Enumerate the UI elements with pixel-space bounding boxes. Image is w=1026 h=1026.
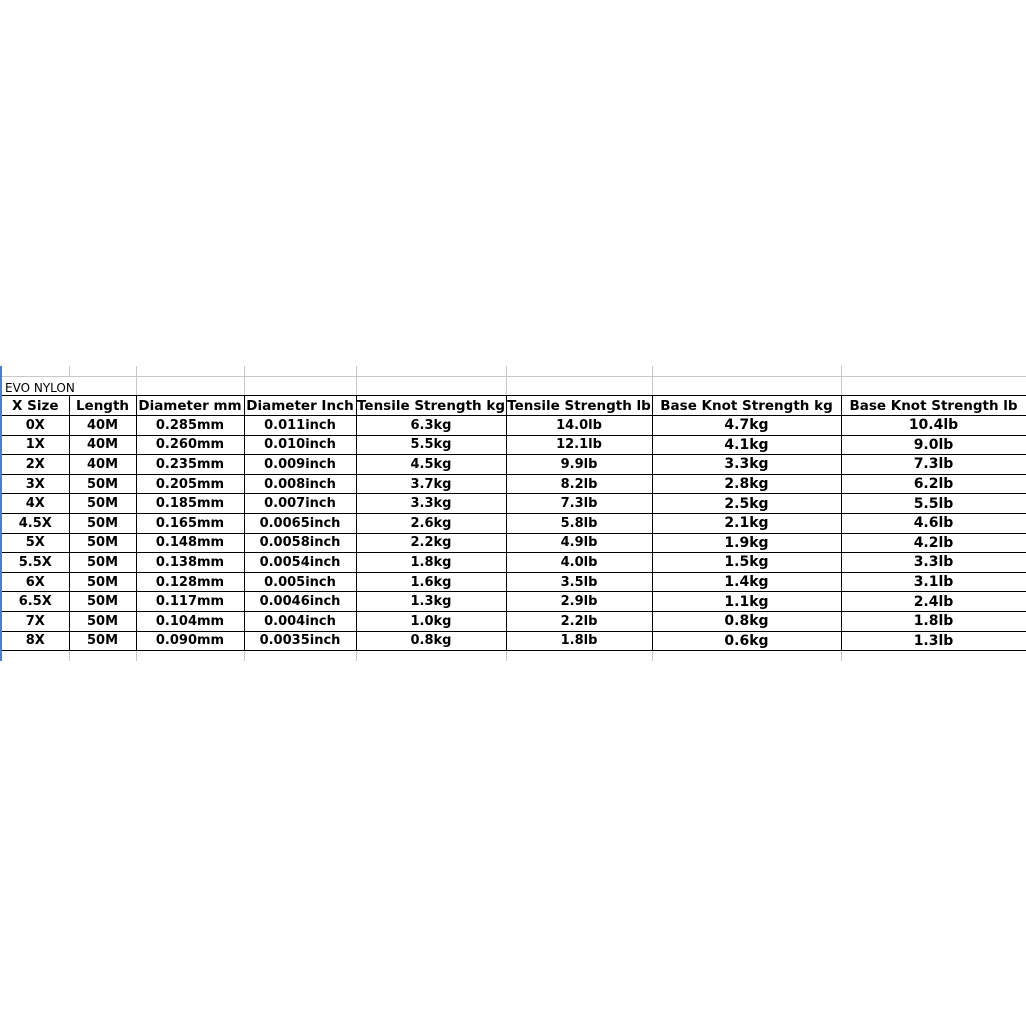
knot-lb-cell[interactable]: 6.2lb (841, 474, 1026, 494)
header-knot-kg[interactable]: Base Knot Strength kg (652, 396, 841, 416)
table-row (2, 455, 1026, 475)
tensile-kg-cell[interactable]: 1.3kg (356, 592, 506, 612)
tensile-lb-cell[interactable]: 9.9lb (506, 455, 652, 475)
x-size-cell[interactable]: 7X (2, 611, 69, 631)
table-row (2, 416, 1026, 436)
knot-kg-cell[interactable]: 2.1kg (652, 513, 841, 533)
tensile-lb-cell[interactable]: 5.8lb (506, 513, 652, 533)
x-size-cell[interactable]: 3X (2, 474, 69, 494)
header-tensile-lb[interactable]: Tensile Strength lb (507, 397, 651, 414)
table-row (2, 553, 1026, 573)
table-row (2, 513, 1026, 533)
x-size-cell[interactable]: 5X (2, 533, 69, 553)
tensile-kg-cell[interactable]: 3.3kg (356, 494, 506, 514)
length-cell[interactable]: 50M (69, 474, 136, 494)
table-row (2, 435, 1026, 455)
x-size-cell[interactable]: 4.5X (2, 513, 69, 533)
diameter-inch-cell[interactable]: 0.005inch (244, 572, 356, 592)
tensile-kg-cell[interactable]: 1.6kg (356, 572, 506, 592)
tensile-kg-cell[interactable]: 4.5kg (356, 455, 506, 475)
knot-lb-cell[interactable]: 4.6lb (841, 513, 1026, 533)
cell[interactable] (356, 651, 506, 662)
cell[interactable] (652, 377, 841, 396)
x-size-cell[interactable]: 4X (2, 494, 69, 514)
cell[interactable] (841, 377, 1026, 396)
tensile-lb-cell[interactable]: 1.8lb (506, 631, 652, 651)
diameter-mm-cell[interactable]: 0.185mm (136, 494, 244, 514)
cell[interactable] (841, 651, 1026, 662)
length-cell[interactable]: 40M (69, 435, 136, 455)
diameter-inch-cell[interactable]: 0.0035inch (244, 631, 356, 651)
diameter-inch-cell[interactable]: 0.0046inch (244, 592, 356, 612)
cell[interactable] (356, 377, 506, 396)
sheet-title[interactable]: EVO NYLON (2, 377, 136, 396)
length-cell[interactable]: 40M (69, 455, 136, 475)
tensile-lb-cell[interactable]: 4.0lb (506, 553, 652, 573)
knot-kg-cell[interactable]: 4.7kg (652, 416, 841, 436)
cell[interactable] (841, 366, 1026, 377)
tensile-kg-cell[interactable]: 6.3kg (356, 416, 506, 436)
tensile-lb-cell[interactable]: 7.3lb (506, 494, 652, 514)
x-size-cell[interactable]: 8X (2, 631, 69, 651)
table-row (2, 611, 1026, 631)
diameter-mm-cell[interactable]: 0.165mm (136, 513, 244, 533)
header-diameter-mm[interactable]: Diameter mm (136, 396, 244, 416)
cell[interactable] (244, 366, 356, 377)
diameter-mm-cell[interactable]: 0.205mm (136, 474, 244, 494)
x-size-cell[interactable]: 1X (2, 435, 69, 455)
cell[interactable] (652, 366, 841, 377)
length-cell[interactable]: 40M (69, 416, 136, 436)
diameter-mm-cell[interactable]: 0.104mm (136, 611, 244, 631)
blank-row (2, 651, 1026, 662)
tensile-kg-cell[interactable]: 0.8kg (356, 631, 506, 651)
cell[interactable] (506, 377, 652, 396)
length-cell[interactable]: 50M (69, 494, 136, 514)
knot-kg-cell[interactable]: 0.8kg (652, 611, 841, 631)
tensile-kg-cell[interactable]: 1.8kg (356, 553, 506, 573)
diameter-mm-cell[interactable]: 0.235mm (136, 455, 244, 475)
header-row (2, 396, 1026, 416)
diameter-mm-cell[interactable]: 0.148mm (136, 533, 244, 553)
diameter-mm-cell[interactable]: 0.260mm (136, 435, 244, 455)
diameter-inch-cell[interactable]: 0.010inch (244, 435, 356, 455)
diameter-mm-cell[interactable]: 0.138mm (136, 553, 244, 573)
tensile-lb-cell[interactable]: 2.2lb (506, 611, 652, 631)
cell[interactable] (356, 366, 506, 377)
knot-kg-cell[interactable]: 2.5kg (652, 494, 841, 514)
table-row (2, 533, 1026, 553)
knot-lb-cell[interactable]: 5.5lb (841, 494, 1026, 514)
table-row (2, 572, 1026, 592)
cell[interactable] (244, 377, 356, 396)
tensile-lb-cell[interactable]: 8.2lb (506, 474, 652, 494)
table-row (2, 494, 1026, 514)
cell[interactable] (136, 651, 244, 662)
table-row (2, 631, 1026, 651)
tensile-lb-cell[interactable]: 2.9lb (506, 592, 652, 612)
knot-lb-cell[interactable]: 4.2lb (841, 533, 1026, 553)
cell[interactable] (506, 366, 652, 377)
knot-kg-cell[interactable]: 1.4kg (652, 572, 841, 592)
knot-kg-cell[interactable]: 1.1kg (652, 592, 841, 612)
diameter-inch-cell[interactable]: 0.008inch (244, 474, 356, 494)
diameter-mm-cell[interactable]: 0.117mm (136, 592, 244, 612)
header-diameter-inch[interactable]: Diameter Inch (244, 396, 356, 416)
knot-kg-cell[interactable]: 0.6kg (652, 631, 841, 651)
cell[interactable] (136, 366, 244, 377)
diameter-mm-cell[interactable]: 0.128mm (136, 572, 244, 592)
diameter-inch-cell[interactable]: 0.011inch (244, 416, 356, 436)
knot-lb-cell[interactable]: 3.1lb (841, 572, 1026, 592)
knot-kg-cell[interactable]: 1.9kg (652, 533, 841, 553)
header-tensile-kg[interactable]: Tensile Strength kg (357, 397, 505, 414)
length-cell[interactable]: 50M (69, 611, 136, 631)
knot-lb-cell[interactable]: 1.3lb (841, 631, 1026, 651)
knot-lb-cell[interactable]: 2.4lb (841, 592, 1026, 612)
cell[interactable] (69, 651, 136, 662)
diameter-inch-cell[interactable]: 0.0065inch (244, 513, 356, 533)
x-size-cell[interactable]: 5.5X (2, 553, 69, 573)
knot-kg-cell[interactable]: 1.5kg (652, 553, 841, 573)
knot-lb-cell[interactable]: 3.3lb (841, 553, 1026, 573)
length-cell[interactable]: 50M (69, 513, 136, 533)
length-cell[interactable]: 50M (69, 533, 136, 553)
blank-row (2, 366, 1026, 377)
knot-kg-cell[interactable]: 4.1kg (652, 435, 841, 455)
length-cell[interactable]: 50M (69, 631, 136, 651)
knot-lb-cell[interactable]: 10.4lb (841, 416, 1026, 436)
diameter-inch-cell[interactable]: 0.0058inch (244, 533, 356, 553)
table-row (2, 592, 1026, 612)
tensile-kg-cell[interactable]: 1.0kg (356, 611, 506, 631)
spec-table (2, 366, 1026, 661)
title-row (2, 377, 1026, 396)
knot-lb-cell[interactable]: 9.0lb (841, 435, 1026, 455)
diameter-inch-cell[interactable]: 0.007inch (244, 494, 356, 514)
x-size-cell[interactable]: 0X (2, 416, 69, 436)
tensile-kg-cell[interactable]: 5.5kg (356, 435, 506, 455)
cell[interactable] (69, 366, 136, 377)
tensile-lb-cell[interactable]: 4.9lb (506, 533, 652, 553)
table-row (2, 474, 1026, 494)
knot-lb-cell[interactable]: 1.8lb (841, 611, 1026, 631)
cell[interactable] (652, 651, 841, 662)
x-size-cell[interactable]: 6.5X (2, 592, 69, 612)
header-length[interactable]: Length (69, 396, 136, 416)
diameter-inch-cell[interactable]: 0.004inch (244, 611, 356, 631)
diameter-mm-cell[interactable]: 0.285mm (136, 416, 244, 436)
knot-lb-cell[interactable]: 7.3lb (841, 455, 1026, 475)
knot-kg-cell[interactable]: 2.8kg (652, 474, 841, 494)
x-size-cell[interactable]: 6X (2, 572, 69, 592)
tensile-lb-cell[interactable]: 12.1lb (506, 435, 652, 455)
length-cell[interactable]: 50M (69, 572, 136, 592)
tensile-kg-cell[interactable]: 3.7kg (356, 474, 506, 494)
x-size-cell[interactable]: 2X (2, 455, 69, 475)
tensile-lb-cell[interactable]: 14.0lb (506, 416, 652, 436)
spreadsheet (0, 366, 1026, 661)
cell[interactable] (2, 651, 69, 662)
cell[interactable] (506, 651, 652, 662)
cell[interactable] (2, 366, 69, 377)
diameter-inch-cell[interactable]: 0.0054inch (244, 553, 356, 573)
length-cell[interactable]: 50M (69, 553, 136, 573)
length-cell[interactable]: 50M (69, 592, 136, 612)
diameter-inch-cell[interactable]: 0.009inch (244, 455, 356, 475)
tensile-kg-cell[interactable]: 2.2kg (356, 533, 506, 553)
cell[interactable] (244, 651, 356, 662)
header-knot-lb[interactable]: Base Knot Strength lb (841, 396, 1026, 416)
header-x-size[interactable]: X Size (2, 396, 69, 416)
diameter-mm-cell[interactable]: 0.090mm (136, 631, 244, 651)
tensile-kg-cell[interactable]: 2.6kg (356, 513, 506, 533)
knot-kg-cell[interactable]: 3.3kg (652, 455, 841, 475)
cell[interactable] (136, 377, 244, 396)
tensile-lb-cell[interactable]: 3.5lb (506, 572, 652, 592)
